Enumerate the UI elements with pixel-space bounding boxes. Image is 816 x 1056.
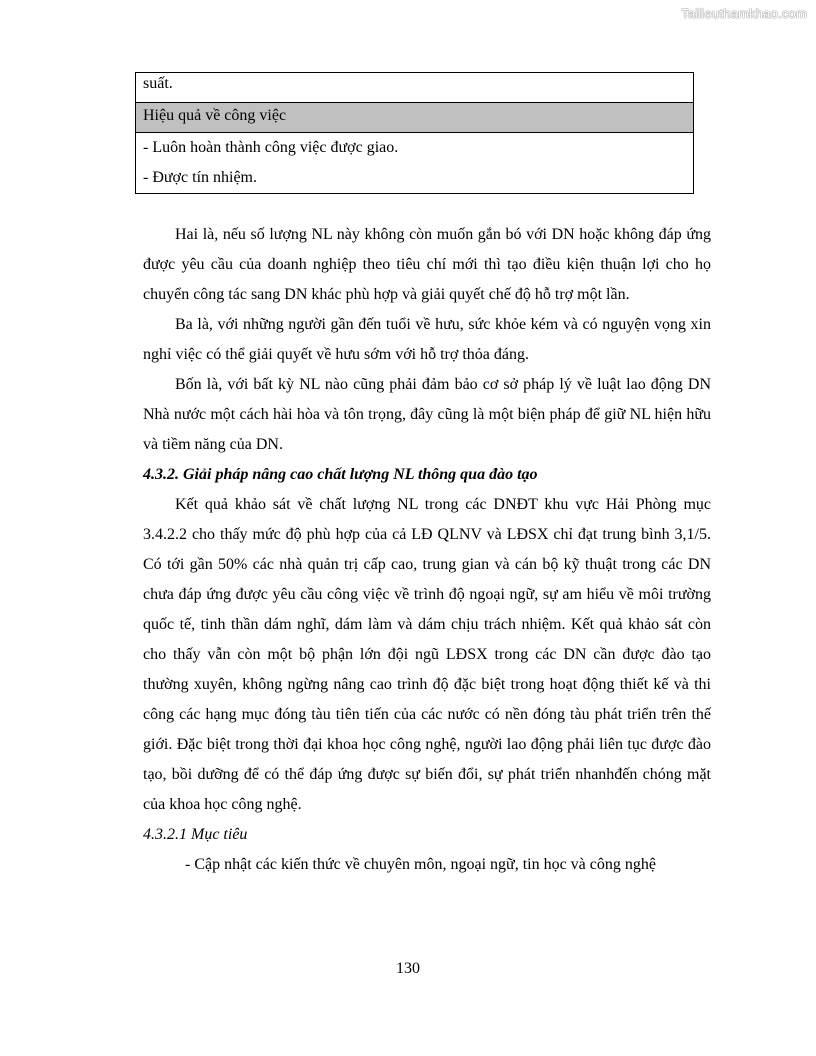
paragraph-ba-la: Ba là, với những người gần đến tuổi về hưu, sức khỏe kém và có nguyện vọng xin nghỉ việc có thể giải quyết về hưu sớm với hỗ trợ thỏa đáng. bbox=[143, 316, 711, 363]
subsection-heading: 4.3.2.1 Mục tiêu bbox=[143, 826, 248, 843]
table-row: - Được tín nhiệm. bbox=[143, 169, 257, 186]
body-text bbox=[143, 220, 711, 880]
paragraph-bon-la: Bốn là, với bất kỳ NL nào cũng phải đảm bảo cơ sở pháp lý về luật lao động DN Nhà nước một cách hài hòa và tôn trọng, đây cũng là một biện pháp để giữ NL hiện hữu và tiềm năng của DN. bbox=[143, 376, 711, 453]
section-heading: 4.3.2. Giải pháp nâng cao chất lượng NL thông qua đào tạo bbox=[143, 466, 538, 483]
table-header-row: Hiệu quả về công việc bbox=[136, 103, 693, 133]
bullet-item: - Cập nhật các kiến thức về chuyên môn, ngoại ngữ, tin học và công nghệ bbox=[185, 856, 656, 873]
paragraph-survey-results: Kết quả khảo sát về chất lượng NL trong các DNĐT khu vực Hải Phòng mục 3.4.2.2 cho thấy mức độ phù hợp của cả LĐ QLNV và LĐSX chỉ đạt trung bình 3,1/5. Có tới gần 50% các nhà quản trị cấp cao, trung gian và cán bộ kỹ thuật trong các DN chưa đáp ứng được yêu cầu công việc về trình độ ngoại ngữ, sự am hiểu về môi trường quốc tế, tinh thần dám nghĩ, dám làm và dám chịu trách nhiệm. Kết quả khảo sát còn cho thấy vẫn còn một bộ phận lớn đội ngũ LĐSX trong các DN cần được đào tạo thường xuyên, không ngừng nâng cao trình độ đặc biệt trong hoạt động thiết kế và thi công các hạng mục đóng tàu tiên tiến của các nước có nền đóng tàu phát triển trên thế giới. Đặc biệt trong thời đại khoa học công nghệ, người lao động phải liên tục được đào tạo, bồi dưỡng để có thể đáp ứng được sự biến đổi, sự phát triển nhanhđến chóng mặt của khoa học công nghệ. bbox=[143, 496, 711, 813]
table-row-continuation: suất. bbox=[136, 73, 693, 103]
criteria-table bbox=[135, 72, 694, 194]
watermark: Tailieuthamkhao.com bbox=[681, 6, 807, 21]
paragraph-hai-la: Hai là, nếu số lượng NL này không còn muốn gắn bó với DN hoặc không đáp ứng được yêu cầu của doanh nghiệp theo tiêu chí mới thì tạo điều kiện thuận lợi cho họ chuyển công tác sang DN khác phù hợp và giải quyết chế độ hỗ trợ một lần. bbox=[143, 226, 711, 303]
page-number: 130 bbox=[396, 960, 420, 977]
table-row: - Luôn hoàn thành công việc được giao. bbox=[143, 139, 399, 156]
